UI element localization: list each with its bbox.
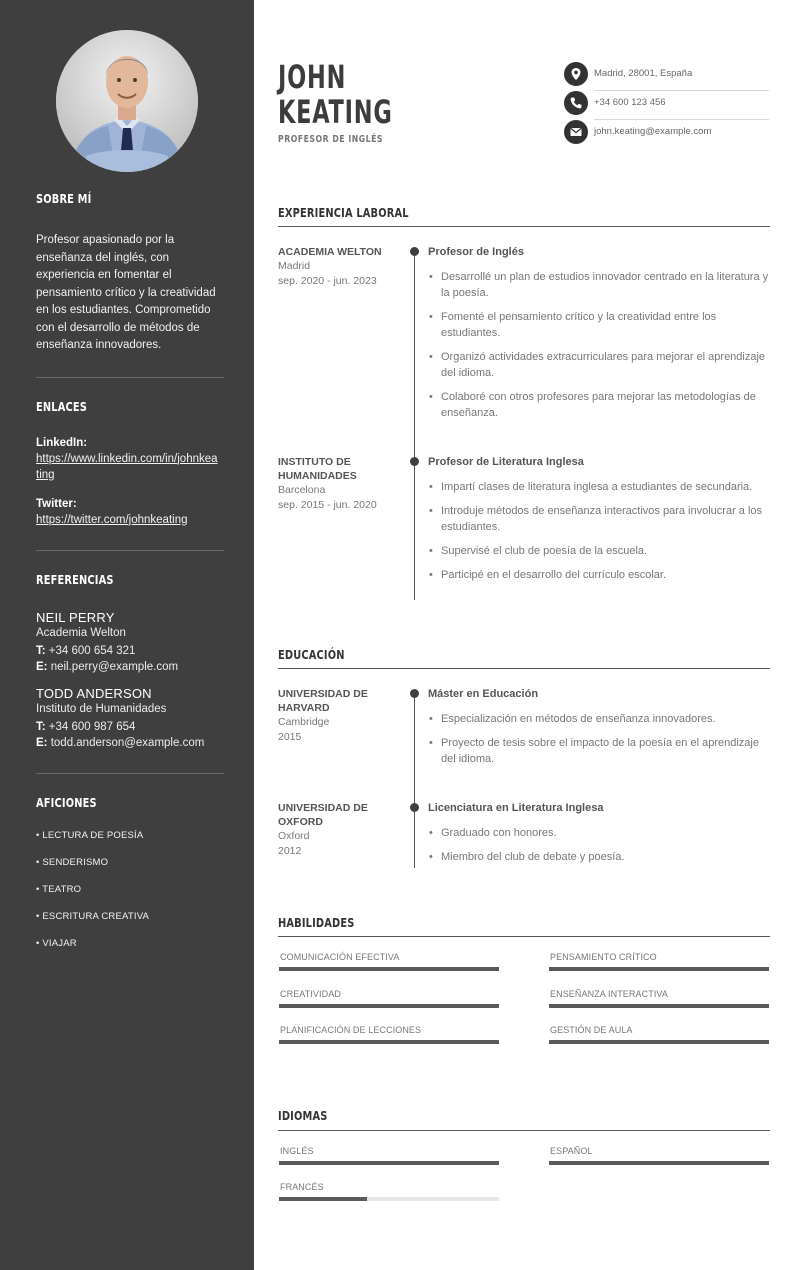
skill-bar xyxy=(549,1040,769,1044)
skill-name: COMUNICACIÓN EFECTIVA xyxy=(280,952,400,962)
language-item xyxy=(279,1182,499,1201)
name-last: KEATING xyxy=(278,93,393,131)
experience-item xyxy=(428,245,770,429)
hobbies-heading: AFICIONES xyxy=(36,795,97,810)
reference-email-value: todd.anderson@example.com xyxy=(50,736,205,749)
avatar xyxy=(56,30,198,172)
bullet-item: • Impartí clases de literatura inglesa a estudiantes de secundaria. xyxy=(428,479,770,495)
skill-bar-fill xyxy=(279,967,499,971)
entry-location: Barcelona xyxy=(278,484,326,496)
hobby-item: • SENDERISMO xyxy=(36,856,109,868)
bullet-item: • Supervisé el club de poesía de la escuela. xyxy=(428,543,770,559)
entry-org: UNIVERSIDAD DE OXFORD xyxy=(278,802,368,828)
reference-email-value: neil.perry@example.com xyxy=(50,660,179,673)
language-bar-fill xyxy=(279,1161,499,1165)
experience-heading: EXPERIENCIA LABORAL xyxy=(278,206,409,220)
section-rule xyxy=(278,1130,770,1131)
section-rule xyxy=(278,936,770,937)
language-name: INGLÉS xyxy=(280,1146,314,1156)
bullet-item: • Especialización en métodos de enseñanza innovadores. xyxy=(428,711,770,727)
hobby-item: • TEATRO xyxy=(36,883,82,895)
reference-phone-value: +34 600 987 654 xyxy=(48,720,136,733)
name-first: JOHN xyxy=(278,58,347,96)
skill-bar xyxy=(549,1004,769,1008)
entry-dates: sep. 2020 - jun. 2023 xyxy=(278,275,377,287)
hobby-item: • ESCRITURA CREATIVA xyxy=(36,910,150,922)
job-title: PROFESOR DE INGLÉS xyxy=(278,134,383,145)
phone-icon xyxy=(564,91,588,115)
education-heading: EDUCACIÓN xyxy=(278,648,345,662)
timeline-dot xyxy=(410,457,419,466)
entry-role: Licenciatura en Literatura Inglesa xyxy=(428,802,604,814)
reference-name: NEIL PERRY xyxy=(36,609,115,625)
twitter-link[interactable]: https://twitter.com/johnkeating xyxy=(36,513,188,526)
bullet-item: • Proyecto de tesis sobre el impacto de la poesía en el aprendizaje del idioma. xyxy=(428,735,770,767)
bullet-item: • Participé en el desarrollo del currículo escolar. xyxy=(428,567,770,583)
language-bar-fill xyxy=(279,1197,367,1201)
language-item xyxy=(279,1146,499,1165)
education-timeline xyxy=(414,694,415,868)
entry-location: Madrid xyxy=(278,260,311,272)
skill-name: GESTIÓN DE AULA xyxy=(550,1025,633,1035)
skill-name: CREATIVIDAD xyxy=(280,989,341,999)
skill-name: PENSAMIENTO CRÍTICO xyxy=(550,952,657,962)
bullet-item: • Organizó actividades extracurriculares para mejorar el aprendizaje del idioma. xyxy=(428,349,770,381)
bullet-item: • Graduado con honores. xyxy=(428,825,770,841)
skill-item xyxy=(549,1025,769,1044)
education-item-meta xyxy=(278,687,396,745)
education-item xyxy=(428,801,770,873)
phone-prefix: T: xyxy=(36,644,46,657)
contact-email xyxy=(564,119,769,147)
skill-item xyxy=(549,952,769,971)
skill-bar xyxy=(279,1040,499,1044)
entry-dates: sep. 2015 - jun. 2020 xyxy=(278,499,377,511)
language-name: ESPAÑOL xyxy=(550,1146,593,1156)
entry-bullets xyxy=(428,825,770,865)
entry-location: Oxford xyxy=(278,830,310,842)
reference-phone xyxy=(36,719,224,735)
education-item-meta xyxy=(278,801,396,859)
twitter-label: Twitter: xyxy=(36,497,77,510)
about-heading: SOBRE MÍ xyxy=(36,192,92,206)
bullet-item: • Colaboré con otros profesores para mejorar las metodologías de enseñanza. xyxy=(428,389,770,421)
skill-item xyxy=(279,952,499,971)
reference-item xyxy=(36,610,224,675)
entry-dates: 2015 xyxy=(278,731,302,743)
linkedin-label: LinkedIn: xyxy=(36,436,88,449)
entry-location: Cambridge xyxy=(278,716,330,728)
experience-timeline xyxy=(414,252,415,600)
bullet-item: • Fomenté el pensamiento crítico y la creatividad entre los estudiantes. xyxy=(428,309,770,341)
about-text: Profesor apasionado por la enseñanza del inglés, con experiencia en fomentar el pensamiento crítico y la creatividad en los estudiantes. Comprometido con el desarrollo de métodos de enseñanza innovadores. xyxy=(36,234,216,351)
reference-email xyxy=(36,659,224,675)
sidebar xyxy=(0,0,254,1270)
skill-bar xyxy=(549,967,769,971)
skills-heading: HABILIDADES xyxy=(278,916,355,930)
phone-text: +34 600 123 456 xyxy=(594,97,666,108)
skill-bar-fill xyxy=(279,1004,499,1008)
skill-item xyxy=(549,989,769,1008)
entry-dates: 2012 xyxy=(278,845,302,857)
experience-item xyxy=(428,455,770,591)
hobby-item: • VIAJAR xyxy=(36,937,77,949)
language-item xyxy=(549,1146,769,1165)
timeline-dot xyxy=(410,689,419,698)
language-bar xyxy=(279,1197,499,1201)
entry-bullets xyxy=(428,479,770,583)
entry-role: Profesor de Literatura Inglesa xyxy=(428,456,584,468)
skill-bar-fill xyxy=(549,1004,769,1008)
reference-org: Academia Welton xyxy=(36,626,126,639)
language-name: FRANCÉS xyxy=(280,1182,324,1192)
entry-bullets xyxy=(428,269,770,421)
entry-bullets xyxy=(428,711,770,767)
address-text: Madrid, 28001, España xyxy=(594,68,693,79)
education-item xyxy=(428,687,770,775)
skill-item xyxy=(279,1025,499,1044)
skill-item xyxy=(279,989,499,1008)
reference-phone xyxy=(36,643,224,659)
email-prefix: E: xyxy=(36,660,48,673)
language-bar xyxy=(549,1161,769,1165)
bullet-item: • Desarrollé un plan de estudios innovador centrado en la literatura y la poesía. xyxy=(428,269,770,301)
entry-org: ACADEMIA WELTON xyxy=(278,246,382,258)
contact-address xyxy=(564,61,769,89)
references-heading: REFERENCIAS xyxy=(36,572,114,587)
entry-org: INSTITUTO DE HUMANIDADES xyxy=(278,456,357,482)
skill-bar-fill xyxy=(279,1040,499,1044)
reference-item xyxy=(36,686,224,751)
reference-org: Instituto de Humanidades xyxy=(36,702,167,715)
section-rule xyxy=(278,226,770,227)
skill-bar xyxy=(279,967,499,971)
timeline-dot xyxy=(410,803,419,812)
section-rule xyxy=(278,668,770,669)
bullet-item: • Introduje métodos de enseñanza interactivos para involucrar a los estudiantes. xyxy=(428,503,770,535)
skill-bar xyxy=(279,1004,499,1008)
reference-email xyxy=(36,735,224,751)
phone-prefix: T: xyxy=(36,720,46,733)
entry-org: UNIVERSIDAD DE HARVARD xyxy=(278,688,368,714)
entry-role: Máster en Educación xyxy=(428,688,539,700)
skill-name: PLANIFICACIÓN DE LECCIONES xyxy=(280,1025,422,1035)
skill-name: ENSEÑANZA INTERACTIVA xyxy=(550,989,668,999)
languages-heading: IDIOMAS xyxy=(278,1109,328,1123)
language-bar xyxy=(279,1161,499,1165)
bullet-item: • Miembro del club de debate y poesía. xyxy=(428,849,770,865)
mail-icon xyxy=(564,120,588,144)
sidebar-content xyxy=(36,192,224,950)
language-bar-fill xyxy=(549,1161,769,1165)
timeline-dot xyxy=(410,247,419,256)
reference-phone-value: +34 600 654 321 xyxy=(48,644,136,657)
experience-item-meta xyxy=(278,455,396,513)
skill-bar-fill xyxy=(549,1040,769,1044)
linkedin-link[interactable]: https://www.linkedin.com/in/johnkeating xyxy=(36,452,218,481)
links-heading: ENLACES xyxy=(36,399,88,414)
map-pin-icon xyxy=(564,62,588,86)
email-prefix: E: xyxy=(36,736,48,749)
email-text[interactable]: john.keating@example.com xyxy=(594,126,712,137)
skill-bar-fill xyxy=(549,967,769,971)
profile-photo xyxy=(56,30,198,172)
entry-role: Profesor de Inglés xyxy=(428,246,524,258)
contact-phone xyxy=(564,90,769,118)
hobby-item: • LECTURA DE POESÍA xyxy=(36,829,144,841)
reference-name: TODD ANDERSON xyxy=(36,685,152,701)
experience-item-meta xyxy=(278,245,396,289)
